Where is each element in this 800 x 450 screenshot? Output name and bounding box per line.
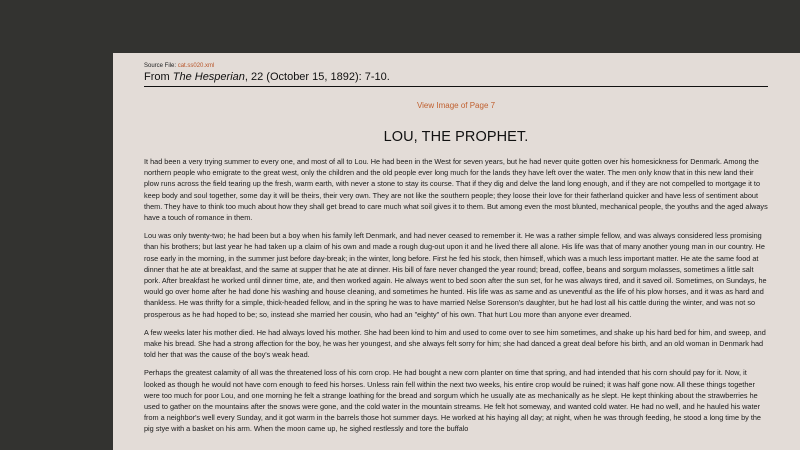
header-divider [144, 86, 768, 87]
paragraph: Perhaps the greatest calamity of all was the threatened loss of his corn crop. He had bought a new corn planter on time that spring, and had intended that his corn should pay for it. Now, it looked as though he would not have corn enough to feed his horses. Unless rain fell within the next two weeks, his entire crop would be ruined; it was half gone now. All these things together were too much for poor Lou, and one morning he felt a strange loathing for the bread and sorgum which he usually ate as mechanically as he slept. He kept thinking about the strawberries he used to gather on the mountains after the snows were gone, and the cold water in the mountain streams. He felt hot someway, and wanted cold water. He had no well, and he hauled his water from a neighbor's well every Sunday, and it got warm in the barrels those hot summer days. He worked at his haying all day; at night, when he was through feeding, he stood a long time by the pig stye with a basket on his arm. When the moon came up, he sighed restlessly and tore the buffalo [144, 368, 761, 434]
paragraph: Lou was only twenty-two; he had been but a boy when his family left Denmark, and had never ceased to remember it. He was a rather simple fellow, and was always considered less promising than his brothers; but last year he had taken up a claim of his own and made a rough dug-out upon it and he lived there all alone. His life was that of many another young man in our country. He rose early in the morning, in the summer just before day-break; in the winter, long before. First he fed his stock, then himself, which was a much less important matter. He ate the same food at dinner that he ate at breakfast, and the same at supper that he ate at dinner. His bill of fare never changed the year round; bread, coffee, beans and sorgum molasses, sometimes a little salt pork. After breakfast he worked until dinner time, ate, and then worked again. He always went to bed soon after the sun set, for he was always tired, and it saved oil. Sometimes, on Sundays, he would go over home after he had done his washing and house cleaning, and sometimes he hunted. His life was as same and as uneventful as the life of his plow horses, and it was as hard and thankless. He was thrifty for a simple, thick-headed fellow, and in the spring he was to have married Nelse Sorenson's daughter, but he had lost all his cattle during the winter, and was not so prosperous as he had hoped to be; so, instead she married her cousin, who had an "eighty" of his own. That hurt Lou more than anyone ever dreamed. [144, 231, 767, 319]
citation-prefix: From [144, 71, 173, 83]
story-title: LOU, THE PROPHET. [383, 129, 529, 145]
paragraph: A few weeks later his mother died. He had always loved his mother. She had been kind to him and used to come over to see him sometimes, and shake up his hard bed for him, and sweep, and make his bread. She had a strong affection for the boy, he was her youngest, and she always felt sorry for him; she had danced a great deal before his birth, and an old woman in Denmark had told her that was the cause of the boy's weak head. [144, 327, 766, 360]
citation [144, 71, 768, 83]
paragraph: It had been a very trying summer to every one, and most of all to Lou. He had been in the West for seven years, but he had never quite gotten over his homesickness for Denmark. Among the northern people who emigrate to the great west, only the children and the old people ever long much for the lands they have left over the water. The men only know that in this new land their plow runs across the field tearing up the fresh, warm earth, with never a stone to stay its course. That if they dig and delve the land long enough, and if they are not compelled to mortgage it to keep body and soul together, some day it will be theirs, their very own. They are not like the southern people; they loose their love for their fatherland quicker and have less of sentiment about them. They have to think too much about how they shall get bread to care much what soil gives it to them. But among even the most blunted, mechanical people, the youths and the aged always have a touch of romance in them. [144, 157, 768, 223]
view-page-image-link[interactable]: View Image of Page 7 [416, 101, 496, 110]
document-page [113, 53, 800, 450]
source-file-link[interactable]: cat.ss020.xml [177, 63, 215, 69]
source-file-label: Source File: [144, 63, 177, 69]
source-file-line [144, 62, 768, 70]
citation-details: , 22 (October 15, 1892): 7-10. [244, 71, 390, 83]
document-content [144, 62, 768, 435]
citation-publication: The Hesperian [172, 71, 245, 83]
